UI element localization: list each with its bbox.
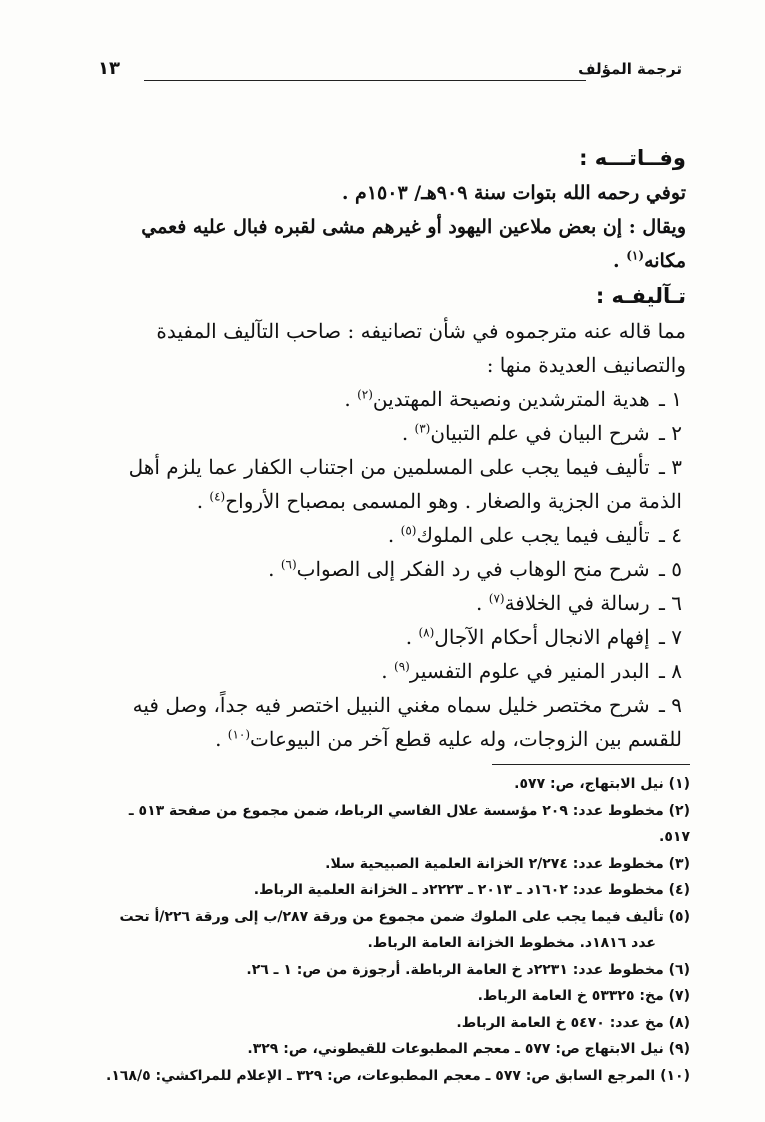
footnote-rule [492,764,690,765]
works-item [98,688,686,756]
footnote-continuation: عدد ١٨١٦د. مخطوط الخزانة العامة الرباط. [367,935,656,951]
works-item-text: تأليف فيما يجب على الملوك [416,523,650,547]
works-list [98,382,686,756]
works-heading: تـآليفـه : [595,284,686,308]
works-item-end: . [215,727,228,751]
footnote-ref: (١) [626,248,645,263]
works-item-end: . [381,659,394,683]
footnote-ref: (٤) [209,489,226,504]
works-item-end: . [401,421,415,445]
footnote-ref: (٥) [400,523,417,538]
page-number: ١٣ [98,58,120,79]
works-item-number: ٣ ـ [659,455,682,479]
death-line-2-end: . [613,250,627,272]
main-text [98,140,686,756]
footnote: (٥) تأليف فيما يجب على الملوك ضمن مجموع من ورقة ٢٨٧/ب إلى ورقة ٢٢٦/أ تحت [119,908,690,925]
works-item [98,518,686,552]
footnote-ref: (٢) [357,387,373,402]
footnote: (٨) مخ عدد: ٥٤٧٠ خ العامة الرباط. [456,1014,690,1031]
works-item-number: ٩ ـ [659,693,682,717]
works-item-text: تأليف فيما يجب على المسلمين من اجتناب الكفار عما يلزم أهل الذمة من الجزية والصغار . وهو المسمى بمصباح الأرواح [128,455,682,513]
works-item-number: ٧ ـ [659,625,682,649]
footnote: (٢) مخطوط عدد: ٢٠٩ مؤسسة علال الفاسي الرباط، ضمن مجموع من صفحة ٥١٣ ـ ٥١٧. [128,802,690,845]
footnote-ref: (١٠) [227,727,251,742]
works-intro: مما قاله عنه مترجموه في شأن تصانيفه : صاحب التآليف المفيدة والتصانيف العديدة منها : [156,319,686,377]
footnote: (١) نيل الابتهاج، ص: ٥٧٧. [514,776,690,792]
works-item [98,450,686,518]
death-heading: وفــاتـــه : [579,146,686,170]
works-item [98,552,686,586]
footnote-ref: (٣) [414,421,431,436]
works-item-end: . [405,625,419,649]
works-item-number: ٤ ـ [659,523,682,547]
footnote-ref: (٧) [488,591,505,606]
works-item-text: شرح مختصر خليل سماه مغني النبيل اختصر فيه جداً، وصل فيه للقسم بين الزوجات، وله عليه قطع آخر من البيوعات [132,693,682,751]
works-item [98,586,686,620]
footnote: (٤) مخطوط عدد: ١٦٠٢د ـ ٢٠١٣ ـ ٢٢٢٣د ـ الخزانة العلمية الرباط. [253,882,690,898]
footnote: (١٠) المرجع السابق ص: ٥٧٧ ـ معجم المطبوعات، ص: ٣٢٩ ـ الإعلام للمراكشي: ١٦٨/٥. [106,1067,690,1084]
works-item-text: البدر المنير في علوم التفسير [409,659,650,683]
page-header [98,58,682,88]
footnote: (٧) مخ: ٥٣٣٢٥ خ العامة الرباط. [477,988,690,1004]
works-item-text: إفهام الانجال أحكام الآجال [434,625,650,649]
running-title: ترجمة المؤلف [578,60,682,78]
footnote-ref: (٩) [394,659,410,674]
death-line-2-text: ويقال : إن بعض ملاعين اليهود أو غيرهم مشى لقبره فبال عليه فعمي مكانه [141,216,686,272]
works-item-text: هدية المترشدين ونصيحة المهتدين [372,387,650,411]
footnote: (٦) مخطوط عدد: ٢٢٣١د خ العامة الرباطة. أرجوزة من ص: ١ ـ ٢٦. [246,961,690,978]
works-item-number: ٦ ـ [659,591,682,615]
footnote-ref: (٨) [418,625,435,640]
footnote: (٩) نيل الابتهاج ص: ٥٧٧ ـ معجم المطبوعات للقيطوني، ص: ٣٢٩. [247,1041,690,1057]
header-rule [144,80,586,81]
works-item [98,382,686,416]
works-item-text: رسالة في الخلافة [504,591,650,615]
death-line-1: توفي رحمه الله بتوات سنة ٩٠٩هـ/ ١٥٠٣م . [341,182,686,204]
works-item [98,416,686,450]
works-item-number: ٢ ـ [659,421,682,445]
works-item [98,620,686,654]
footnotes [98,764,690,1089]
works-item [98,654,686,688]
works-item-end: . [344,387,358,411]
death-line-2 [98,210,686,278]
works-item-number: ١ ـ [659,387,682,411]
works-item-number: ٥ ـ [659,557,682,581]
footnote-ref: (٦) [280,557,297,572]
works-item-text: شرح منح الوهاب في رد الفكر إلى الصواب [296,557,650,581]
works-item-text: شرح البيان في علم التبيان [430,421,650,445]
works-item-end: . [268,557,281,581]
works-item-end: . [196,489,210,513]
works-item-number: ٨ ـ [659,659,682,683]
footnote-list [98,771,690,1089]
footnote: (٣) مخطوط عدد: ٢/٢٧٤ الخزانة العلمية الصبيحية سلا. [325,855,690,872]
works-item-end: . [476,591,489,615]
works-item-end: . [387,523,401,547]
